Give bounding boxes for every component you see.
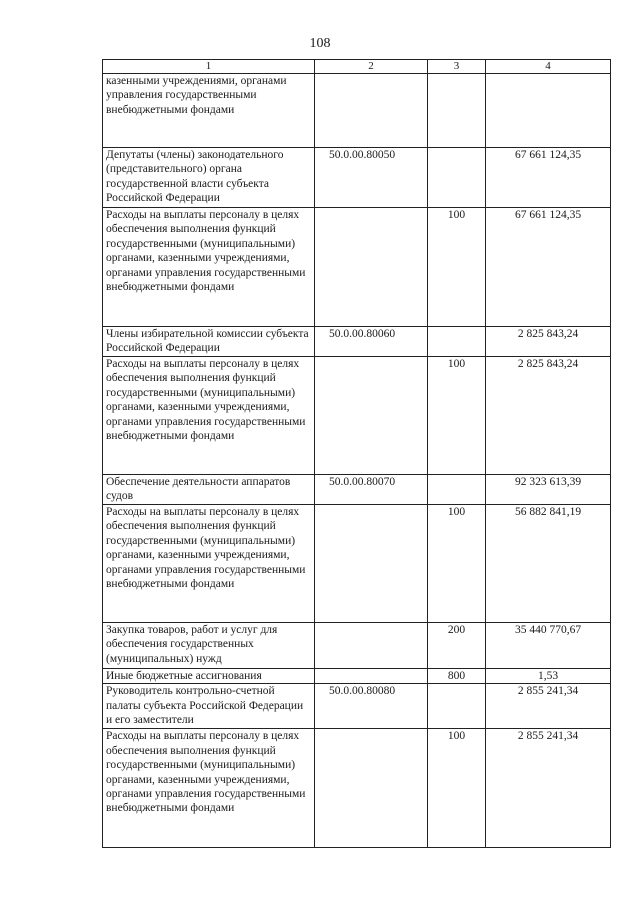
row-code: 50.0.00.80050	[315, 148, 428, 208]
row-name: Руководитель контрольно-счетной палаты субъекта Российской Федерации и его заместители	[103, 684, 315, 729]
row-amount: 2 855 241,34	[486, 729, 611, 848]
table-row	[103, 357, 611, 475]
column-header: 2	[315, 60, 428, 74]
row-name: Обеспечение деятельности аппаратов судов	[103, 475, 315, 505]
table-row	[103, 74, 611, 148]
row-name: Расходы на выплаты персоналу в целях обеспечения выполнения функций государственными (муниципальными) органами, казенными учреждениями, органами управления государственными внебюджетными фондами	[103, 505, 315, 623]
row-type: 100	[428, 357, 486, 475]
table-header-row	[103, 60, 611, 74]
row-type	[428, 684, 486, 729]
row-code	[315, 208, 428, 327]
column-header: 1	[103, 60, 315, 74]
row-type: 100	[428, 729, 486, 848]
table-row	[103, 669, 611, 684]
column-header: 4	[486, 60, 611, 74]
row-name: Депутаты (члены) законодательного (представительного) органа государственной власти субъекта Российской Федерации	[103, 148, 315, 208]
row-amount: 35 440 770,67	[486, 623, 611, 669]
table-row	[103, 684, 611, 729]
row-name: Расходы на выплаты персоналу в целях обеспечения выполнения функций государственными (муниципальными) органами, казенными учреждениями, органами управления государственными внебюджетными фондами	[103, 729, 315, 848]
table-row	[103, 729, 611, 848]
row-code	[315, 729, 428, 848]
row-amount: 56 882 841,19	[486, 505, 611, 623]
row-amount: 2 855 241,34	[486, 684, 611, 729]
page-number: 108	[309, 36, 331, 51]
table-row	[103, 208, 611, 327]
row-code	[315, 623, 428, 669]
row-code	[315, 74, 428, 148]
row-amount: 2 825 843,24	[486, 327, 611, 357]
row-amount: 1,53	[486, 669, 611, 684]
row-type: 100	[428, 505, 486, 623]
table-row	[103, 148, 611, 208]
row-type: 800	[428, 669, 486, 684]
row-code: 50.0.00.80070	[315, 475, 428, 505]
table-row	[103, 327, 611, 357]
row-amount: 92 323 613,39	[486, 475, 611, 505]
row-name: Члены избирательной комиссии субъекта Российской Федерации	[103, 327, 315, 357]
row-code	[315, 505, 428, 623]
row-amount: 67 661 124,35	[486, 208, 611, 327]
row-type: 200	[428, 623, 486, 669]
row-code	[315, 669, 428, 684]
table-row	[103, 475, 611, 505]
table-row	[103, 623, 611, 669]
table-row	[103, 505, 611, 623]
row-amount: 67 661 124,35	[486, 148, 611, 208]
row-name: Расходы на выплаты персоналу в целях обеспечения выполнения функций государственными (муниципальными) органами, казенными учреждениями, органами управления государственными внебюджетными фондами	[103, 357, 315, 475]
row-name: Иные бюджетные ассигнования	[103, 669, 315, 684]
row-type: 100	[428, 208, 486, 327]
row-amount: 2 825 843,24	[486, 357, 611, 475]
row-name: казенными учреждениями, органами управления государственными внебюджетными фондами	[103, 74, 315, 148]
row-name: Расходы на выплаты персоналу в целях обеспечения выполнения функций государственными (муниципальными) органами, казенными учреждениями, органами управления государственными внебюджетными фондами	[103, 208, 315, 327]
row-code: 50.0.00.80060	[315, 327, 428, 357]
row-type	[428, 148, 486, 208]
row-type	[428, 327, 486, 357]
column-header: 3	[428, 60, 486, 74]
row-amount	[486, 74, 611, 148]
row-code	[315, 357, 428, 475]
row-type	[428, 475, 486, 505]
row-code: 50.0.00.80080	[315, 684, 428, 729]
row-type	[428, 74, 486, 148]
row-name: Закупка товаров, работ и услуг для обеспечения государственных (муниципальных) нужд	[103, 623, 315, 669]
budget-table	[102, 59, 611, 848]
